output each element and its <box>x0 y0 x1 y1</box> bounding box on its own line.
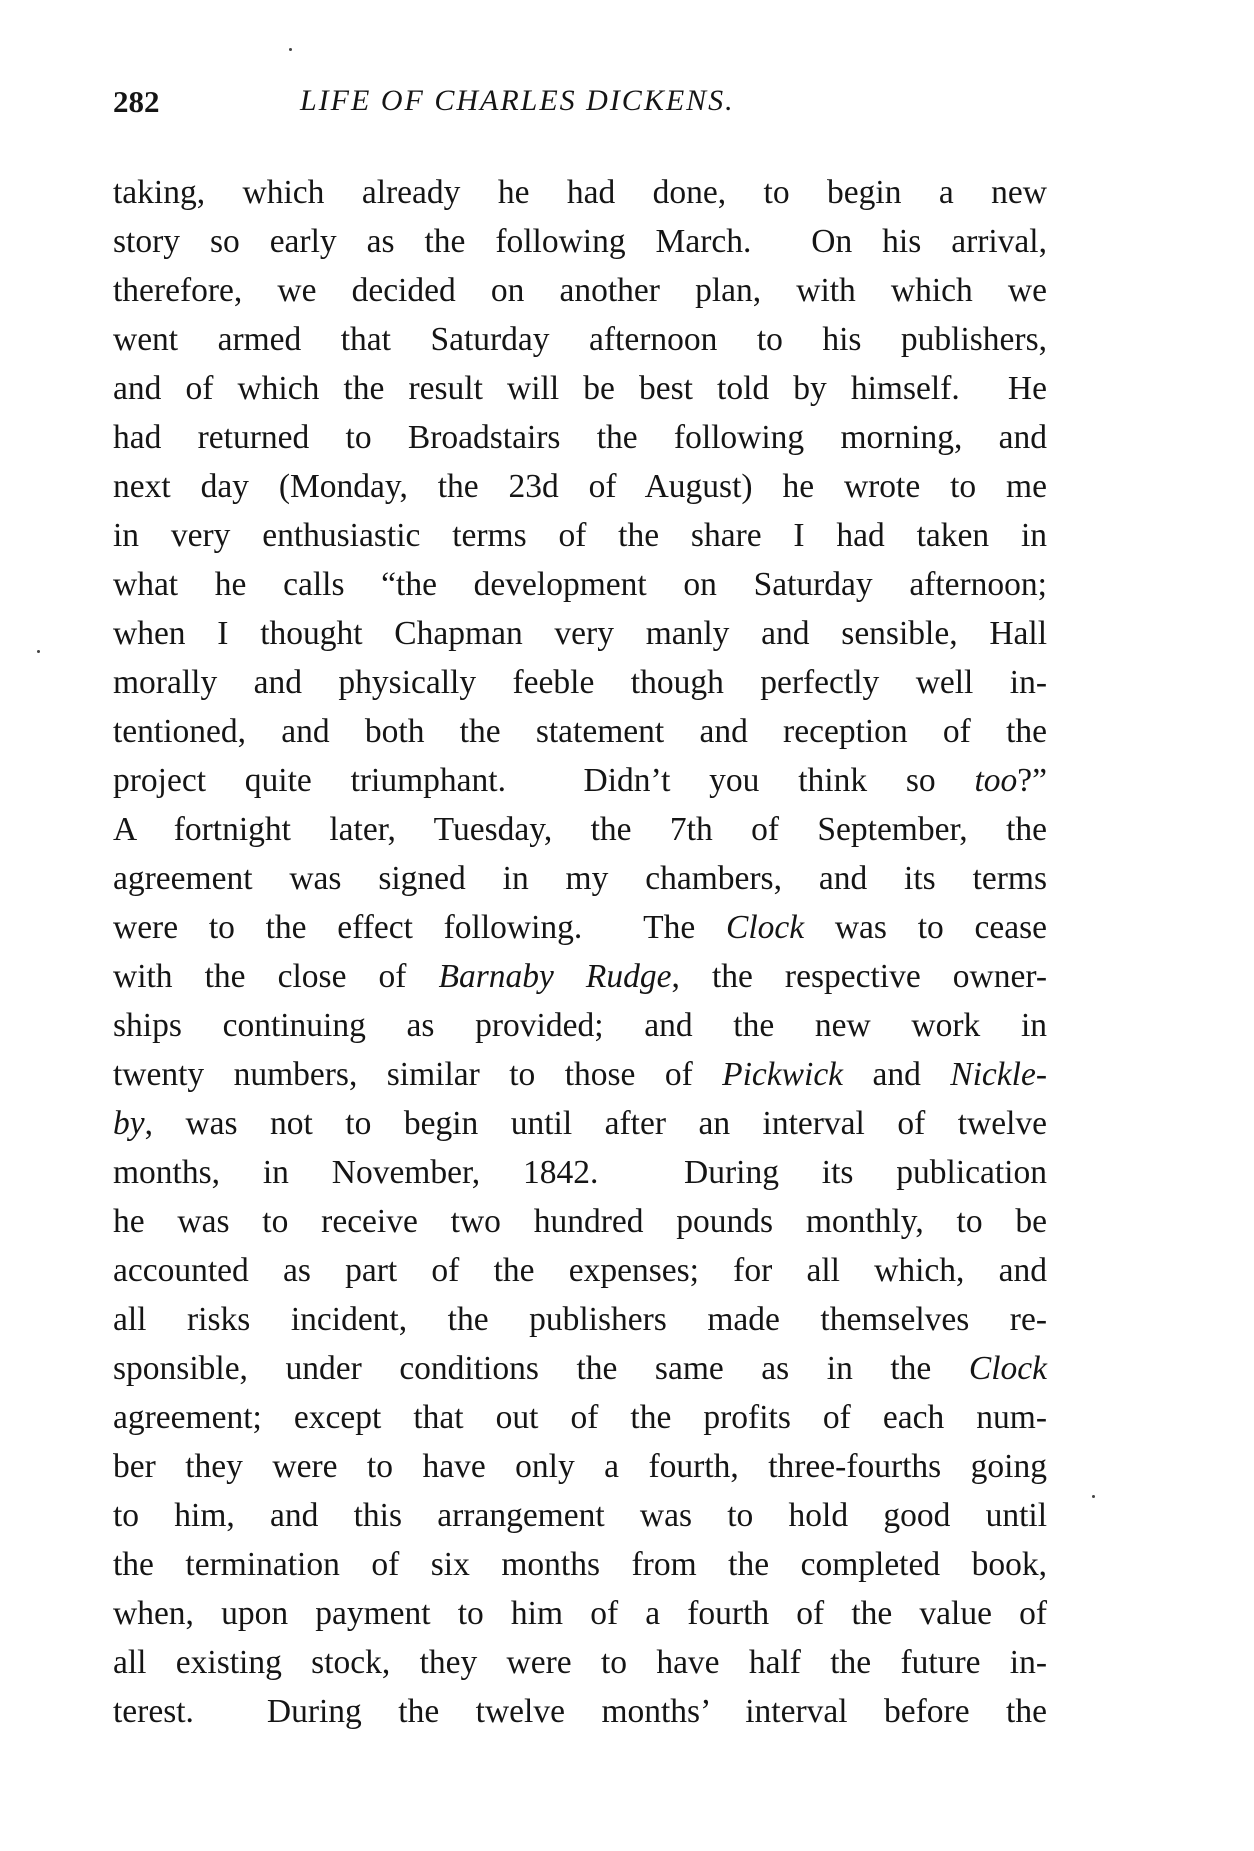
text-segment: next day (Monday, the 23d of August) he wrote to me <box>113 468 1047 505</box>
text-segment: agreement; except that out of the profits of each num- <box>113 1399 1047 1436</box>
text-line <box>113 707 1047 756</box>
text-segment: had returned to Broadstairs the following morning, and <box>113 419 1047 456</box>
text-segment: story so early as the following March. On his arrival, <box>113 223 1047 260</box>
text-line <box>113 1295 1047 1344</box>
text-line <box>113 266 1047 315</box>
page-header <box>113 84 973 124</box>
text-line <box>113 1589 1047 1638</box>
text-line <box>113 511 1047 560</box>
text-segment: in very enthusiastic terms of the share I had taken in <box>113 517 1047 554</box>
text-segment: , was not to begin until after an interval of twelve <box>144 1105 1047 1142</box>
text-line <box>113 168 1047 217</box>
text-segment: , the respective owner- <box>671 958 1047 995</box>
text-segment: all risks incident, the publishers made themselves re- <box>113 1301 1047 1338</box>
text-line <box>113 462 1047 511</box>
text-segment: accounted as part of the expenses; for all which, and <box>113 1252 1047 1289</box>
text-line <box>113 854 1047 903</box>
text-line <box>113 217 1047 266</box>
text-line <box>113 1540 1047 1589</box>
scan-speck <box>1092 1495 1095 1498</box>
text-segment: were to the effect following. The <box>113 909 726 946</box>
text-segment: therefore, we decided on another plan, with which we <box>113 272 1047 309</box>
text-line <box>113 658 1047 707</box>
text-line <box>113 1687 1047 1736</box>
text-segment: to him, and this arrangement was to hold good until <box>113 1497 1047 1534</box>
text-line <box>113 560 1047 609</box>
text-line <box>113 1491 1047 1540</box>
text-segment: ?” <box>1017 762 1047 799</box>
text-segment: terest. During the twelve months’ interval before the <box>113 1693 1047 1730</box>
text-line <box>113 609 1047 658</box>
text-segment: morally and physically feeble though perfectly well in- <box>113 664 1047 701</box>
text-segment: the termination of six months from the completed book, <box>113 1546 1047 1583</box>
text-segment: agreement was signed in my chambers, and its terms <box>113 860 1047 897</box>
text-segment: all existing stock, they were to have half the future in- <box>113 1644 1047 1681</box>
text-line <box>113 1050 1047 1099</box>
text-segment: taking, which already he had done, to begin a new <box>113 174 1047 211</box>
text-line <box>113 952 1047 1001</box>
text-segment: ships continuing as provided; and the new work in <box>113 1007 1047 1044</box>
text-segment: months, in November, 1842. During its publication <box>113 1154 1047 1191</box>
italic-text: Nickle- <box>950 1056 1048 1093</box>
page-number: 282 <box>113 84 160 119</box>
text-line <box>113 1638 1047 1687</box>
body-text <box>113 168 1047 1736</box>
italic-text: Pickwick <box>722 1056 844 1093</box>
text-segment: with the close of <box>113 958 439 995</box>
text-segment: and of which the result will be best told by himself. He <box>113 370 1047 407</box>
italic-text: too <box>974 762 1018 799</box>
text-line <box>113 805 1047 854</box>
italic-text: Clock <box>968 1350 1047 1387</box>
text-line <box>113 1442 1047 1491</box>
text-segment: went armed that Saturday afternoon to his publishers, <box>113 321 1047 358</box>
text-segment: when, upon payment to him of a fourth of the value of <box>113 1595 1047 1632</box>
text-line <box>113 1099 1047 1148</box>
text-segment: sponsible, under conditions the same as in the <box>113 1350 969 1387</box>
text-segment: A fortnight later, Tuesday, the 7th of September, the <box>113 811 1047 848</box>
running-title: LIFE OF CHARLES DICKENS. <box>300 84 735 117</box>
scan-speck <box>289 48 292 51</box>
text-segment: and <box>843 1056 951 1093</box>
text-line <box>113 1001 1047 1050</box>
text-segment: what he calls “the development on Saturday afternoon; <box>113 566 1047 603</box>
text-segment: twenty numbers, similar to those of <box>113 1056 723 1093</box>
text-line <box>113 315 1047 364</box>
italic-text: by <box>113 1105 145 1142</box>
text-line <box>113 413 1047 462</box>
text-segment: tentioned, and both the statement and reception of the <box>113 713 1047 750</box>
text-segment: when I thought Chapman very manly and sensible, Hall <box>113 615 1047 652</box>
text-segment: ber they were to have only a fourth, three-fourths going <box>113 1448 1047 1485</box>
text-line <box>113 1197 1047 1246</box>
text-segment: he was to receive two hundred pounds monthly, to be <box>113 1203 1047 1240</box>
text-line <box>113 1148 1047 1197</box>
text-line <box>113 903 1047 952</box>
text-line <box>113 364 1047 413</box>
text-line <box>113 1246 1047 1295</box>
text-segment: was to cease <box>804 909 1048 946</box>
text-line <box>113 1344 1047 1393</box>
italic-text: Clock <box>725 909 805 946</box>
text-line <box>113 756 1047 805</box>
text-segment: project quite triumphant. Didn’t you think so <box>113 762 975 799</box>
text-line <box>113 1393 1047 1442</box>
scan-speck <box>37 650 40 653</box>
italic-text: Barnaby Rudge <box>438 958 672 995</box>
